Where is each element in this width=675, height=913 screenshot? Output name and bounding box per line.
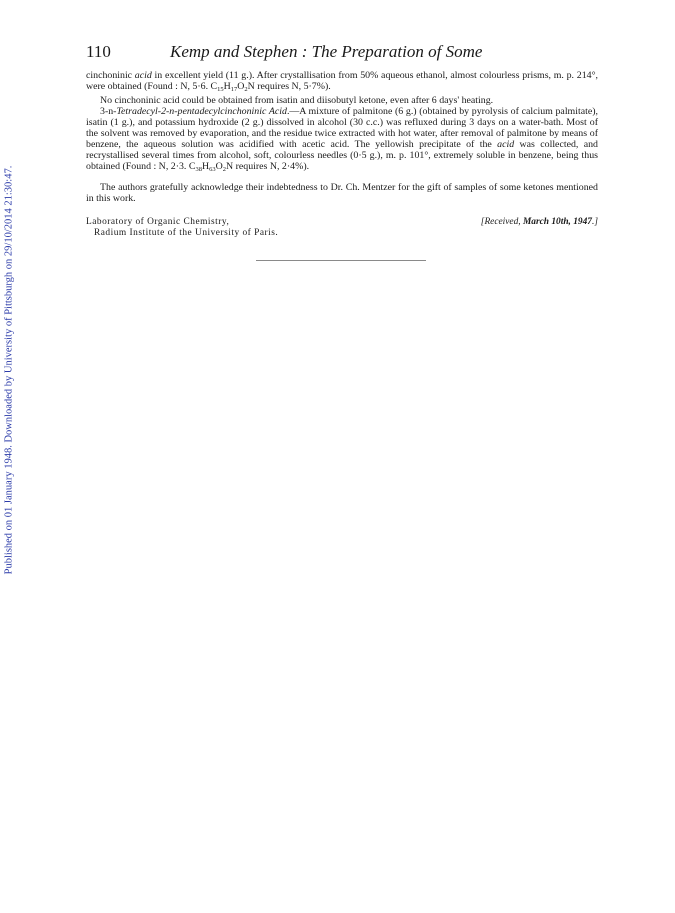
text-run: N requires N, 2·4%). — [225, 161, 310, 172]
laboratory-line-1: Laboratory of Organic Chemistry, — [86, 217, 230, 227]
paragraph-3 — [86, 106, 598, 175]
text-run: was collected, and recrystallised several times from alcohol, soft, colourless needles (0·5 g.), m. p. 101°, extremely soluble in benzene, being thus obtained (Found : N, 2·3. C — [86, 139, 598, 172]
page-number: 110 — [86, 42, 111, 61]
download-sidebar — [2, 150, 16, 590]
received-date — [481, 217, 598, 228]
received-suffix: .] — [592, 217, 598, 227]
text-run: O — [215, 161, 223, 172]
text-run: H — [223, 81, 231, 92]
italic-term: acid — [497, 139, 515, 150]
paragraph-1 — [86, 70, 598, 95]
text-run: N requires N, 5·7%). — [247, 81, 331, 92]
paragraph-2: No cinchoninic acid could be obtained from isatin and diisobutyl ketone, even after 6 days' heating. — [100, 95, 494, 106]
article-footer — [86, 217, 598, 243]
received-date-value: March 10th, 1947 — [522, 217, 592, 227]
laboratory-line-2: Radium Institute of the University of Paris. — [94, 228, 279, 238]
subscript: 15 — [217, 86, 224, 93]
end-rule — [256, 260, 426, 261]
download-note: Published on 01 January 1948. Downloaded by University of Pittsburgh on 29/10/2014 21:30:47. — [3, 165, 15, 575]
text-run: .—A mixture of palmitone (6 g.) (obtained by pyrolysis of calcium palmitate), isatin (1 g.), and potassium hydroxide (2 g.) dissolved in alcohol (30 c.c.) was refluxed during 3 days on a water-bath. Most of the solvent was removed by evaporation, and the residue twice extracted with hot water, after removal of palmitone by means of benzene, the aqueous solution was acidified with acetic acid. The yellowish precipitate of the — [86, 106, 598, 150]
text-run: 3-n- — [100, 106, 117, 117]
received-prefix: [Received, — [480, 217, 523, 227]
subscript: 38 — [195, 166, 202, 173]
subscript: 17 — [230, 86, 238, 93]
text-run: O — [237, 81, 245, 92]
text-run: cinchoninic — [86, 70, 135, 81]
article-body — [86, 70, 598, 204]
page-header — [86, 42, 606, 64]
italic-term: acid — [134, 70, 152, 81]
acknowledgement: The authors gratefully acknowledge their indebtedness to Dr. Ch. Mentzer for the gift of samples of some ketones mentioned in this work. — [86, 182, 598, 204]
text-run: in excellent yield (11 g.). After crystallisation from 50% aqueous ethanol, almost colourless prisms, m. p. 214°, were obtained (Found : N, 5·6. C — [86, 70, 598, 92]
subscript: 2 — [222, 166, 226, 173]
subscript: 63 — [209, 166, 216, 173]
subscript: 2 — [244, 86, 248, 93]
text-run: H — [201, 161, 210, 172]
compound-title: Tetradecyl-2-n-pentadecylcinchoninic Acid — [116, 106, 287, 117]
running-title: Kemp and Stephen : The Preparation of Some — [170, 42, 483, 61]
